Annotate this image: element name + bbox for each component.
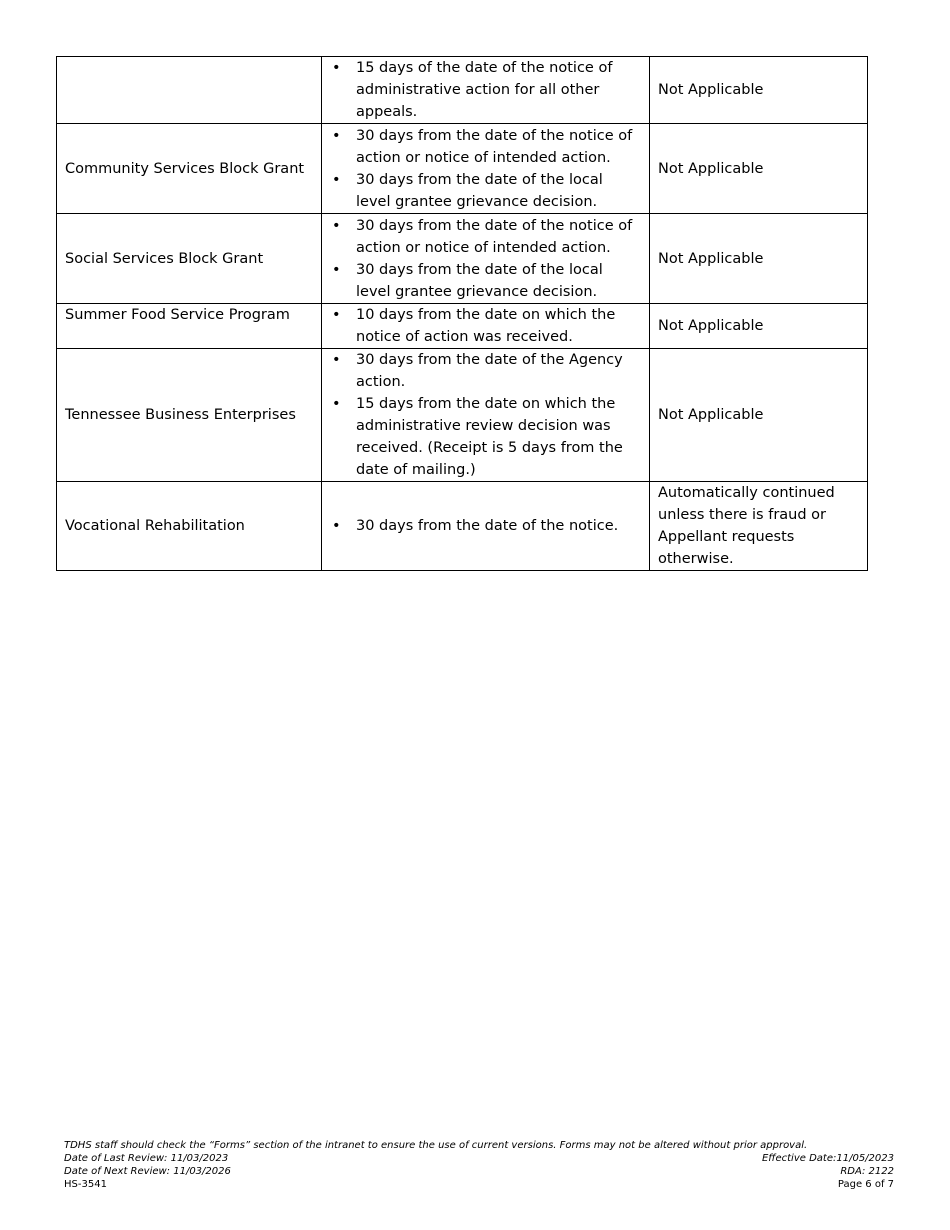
deadline-cell [322,57,650,124]
program-name: Tennessee Business Enterprises [57,349,322,482]
page-number: Page 6 of 7 [837,1179,894,1190]
program-name [57,57,322,124]
deadline-cell [322,124,650,214]
table-row [57,57,868,124]
table-row [57,124,868,214]
program-name: Community Services Block Grant [57,124,322,214]
deadline-list [330,304,641,348]
program-name: Social Services Block Grant [57,214,322,304]
last-review-date: Date of Last Review: 11/03/2023 [64,1153,229,1164]
deadline-list [330,515,641,537]
continuation-cell: Not Applicable [650,57,868,124]
footer-row [64,1152,894,1165]
next-review-date: Date of Next Review: 11/03/2026 [64,1166,231,1177]
deadline-list [330,215,641,303]
deadline-list [330,125,641,213]
deadline-cell [322,482,650,571]
continuation-cell: Not Applicable [650,349,868,482]
deadline-cell [322,349,650,482]
page-footer [64,1139,894,1191]
effective-date: Effective Date:11/05/2023 [761,1153,894,1164]
continuation-cell: Not Applicable [650,304,868,349]
rda-number: RDA: 2122 [840,1166,894,1177]
footer-row [64,1178,894,1191]
program-name: Summer Food Service Program [57,304,322,349]
deadline-item: • 10 days from the date on which the notice of action was received. [330,304,641,348]
deadline-item: • 30 days from the date of the notice. [330,515,641,537]
program-name: Vocational Rehabilitation [57,482,322,571]
table-row [57,349,868,482]
form-number: HS-3541 [64,1179,107,1190]
continuation-cell: Automatically continued unless there is fraud or Appellant requests otherwise. [650,482,868,571]
deadline-list [330,57,641,123]
table-row [57,304,868,349]
deadline-item: • 30 days from the date of the notice of action or notice of intended action. [330,215,641,259]
deadline-item: • 30 days from the date of the local level grantee grievance decision. [330,259,641,303]
deadline-list [330,349,641,481]
appeals-deadline-table [56,56,868,571]
footer-row [64,1165,894,1178]
deadline-item: • 30 days from the date of the Agency action. [330,349,641,393]
deadline-item: • 30 days from the date of the local level grantee grievance decision. [330,169,641,213]
deadline-cell [322,304,650,349]
deadline-item: • 30 days from the date of the notice of action or notice of intended action. [330,125,641,169]
forms-notice: TDHS staff should check the “Forms” section of the intranet to ensure the use of current versions. Forms may not be altered without prior approval. [64,1140,808,1151]
table-row [57,214,868,304]
deadline-item: • 15 days of the date of the notice of administrative action for all other appeals. [330,57,641,123]
deadline-item: • 15 days from the date on which the administrative review decision was received. (Receipt is 5 days from the date of mailing.) [330,393,641,481]
deadline-cell [322,214,650,304]
continuation-cell: Not Applicable [650,214,868,304]
continuation-cell: Not Applicable [650,124,868,214]
table-row [57,482,868,571]
